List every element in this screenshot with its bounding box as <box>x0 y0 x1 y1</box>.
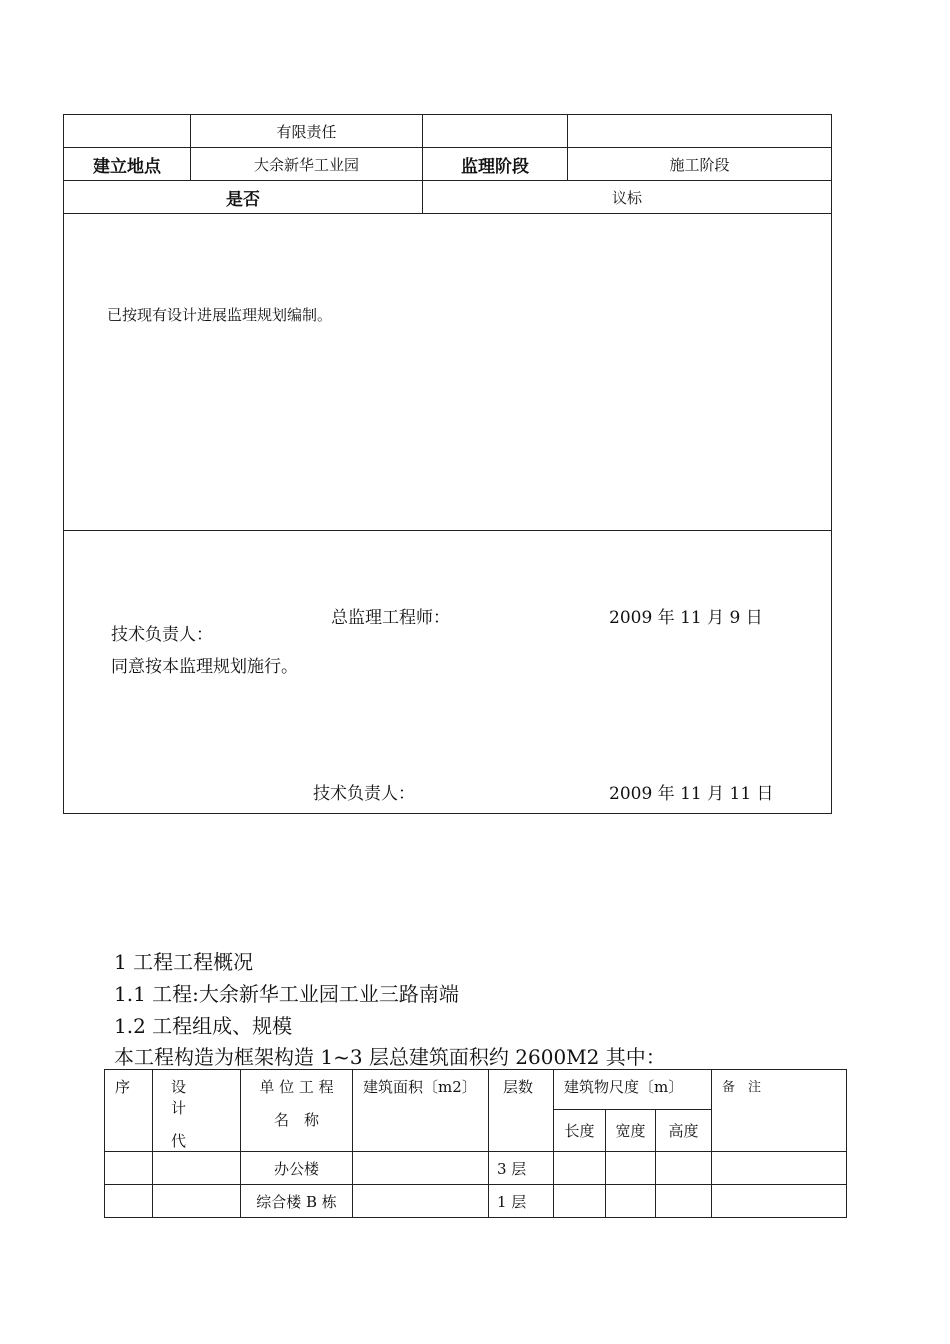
section-item-1: 1.1 工程:大余新华工业园工业三路南端 <box>114 982 459 1006</box>
section-heading: 1 工程工程概况 <box>114 950 254 974</box>
section-item-3: 本工程构造为框架构造 1~3 层总建筑面积约 2600M2 其中： <box>114 1045 666 1069</box>
label-location: 建立地点 <box>64 148 191 181</box>
form-row-1 <box>64 115 832 148</box>
opinion-row-1 <box>64 214 832 531</box>
signer-label: 技术负责人： <box>313 784 415 804</box>
header-dimensions: 建筑物尺度〔m〕 <box>564 1078 684 1096</box>
table-header-row <box>105 1070 847 1110</box>
table-row <box>105 1152 847 1185</box>
opinion-row-2 <box>64 531 832 814</box>
sign-date: 2009 年 11 月 11 日 <box>609 784 774 804</box>
table-row <box>105 1185 847 1218</box>
form-cell: 有限责任 <box>191 115 423 148</box>
value-location: 大余新华工业园 <box>191 148 423 181</box>
value-stage: 施工阶段 <box>568 148 832 181</box>
form-row-3 <box>64 181 832 214</box>
header-height: 高度 <box>656 1110 712 1152</box>
units-table <box>104 1069 847 1218</box>
header-design-code: 设 计 代 <box>171 1078 217 1150</box>
tech-lead-line: 技术负责人： <box>111 625 213 645</box>
form-cell <box>423 115 568 148</box>
header-unit-name: 单 位 工 程 名 称 <box>259 1078 334 1129</box>
header-floors: 层数 <box>503 1078 534 1096</box>
approval-form-table <box>63 114 832 814</box>
chief-engineer-opinion <box>64 214 831 628</box>
sign-date: 2009 年 11 月 9 日 <box>609 608 763 628</box>
tech-lead-opinion <box>64 531 831 813</box>
header-width: 宽度 <box>606 1110 656 1152</box>
opinion-text: 已按现有设计进展监理规划编制。 <box>107 306 333 324</box>
unit-name: 办公楼 <box>241 1152 353 1185</box>
header-area: 建筑面积〔m2〕 <box>363 1078 477 1096</box>
value-bid: 议标 <box>423 181 832 214</box>
signer-label: 总监理工程师： <box>331 608 450 628</box>
approval-text: 同意按本监理规划施行。 <box>111 657 298 677</box>
section-item-2: 1.2 工程组成、规模 <box>114 1014 293 1038</box>
header-length: 长度 <box>554 1110 606 1152</box>
form-row-2 <box>64 148 832 181</box>
form-cell <box>568 115 832 148</box>
unit-name: 综合楼 B 栋 <box>241 1185 353 1218</box>
unit-floors: 3 层 <box>489 1152 554 1185</box>
label-stage: 监理阶段 <box>423 148 568 181</box>
form-cell <box>64 115 191 148</box>
unit-floors: 1 层 <box>489 1185 554 1218</box>
header-seq: 序 <box>115 1078 131 1096</box>
header-remark: 备 注 <box>722 1080 762 1095</box>
label-whether: 是否 <box>64 181 423 214</box>
